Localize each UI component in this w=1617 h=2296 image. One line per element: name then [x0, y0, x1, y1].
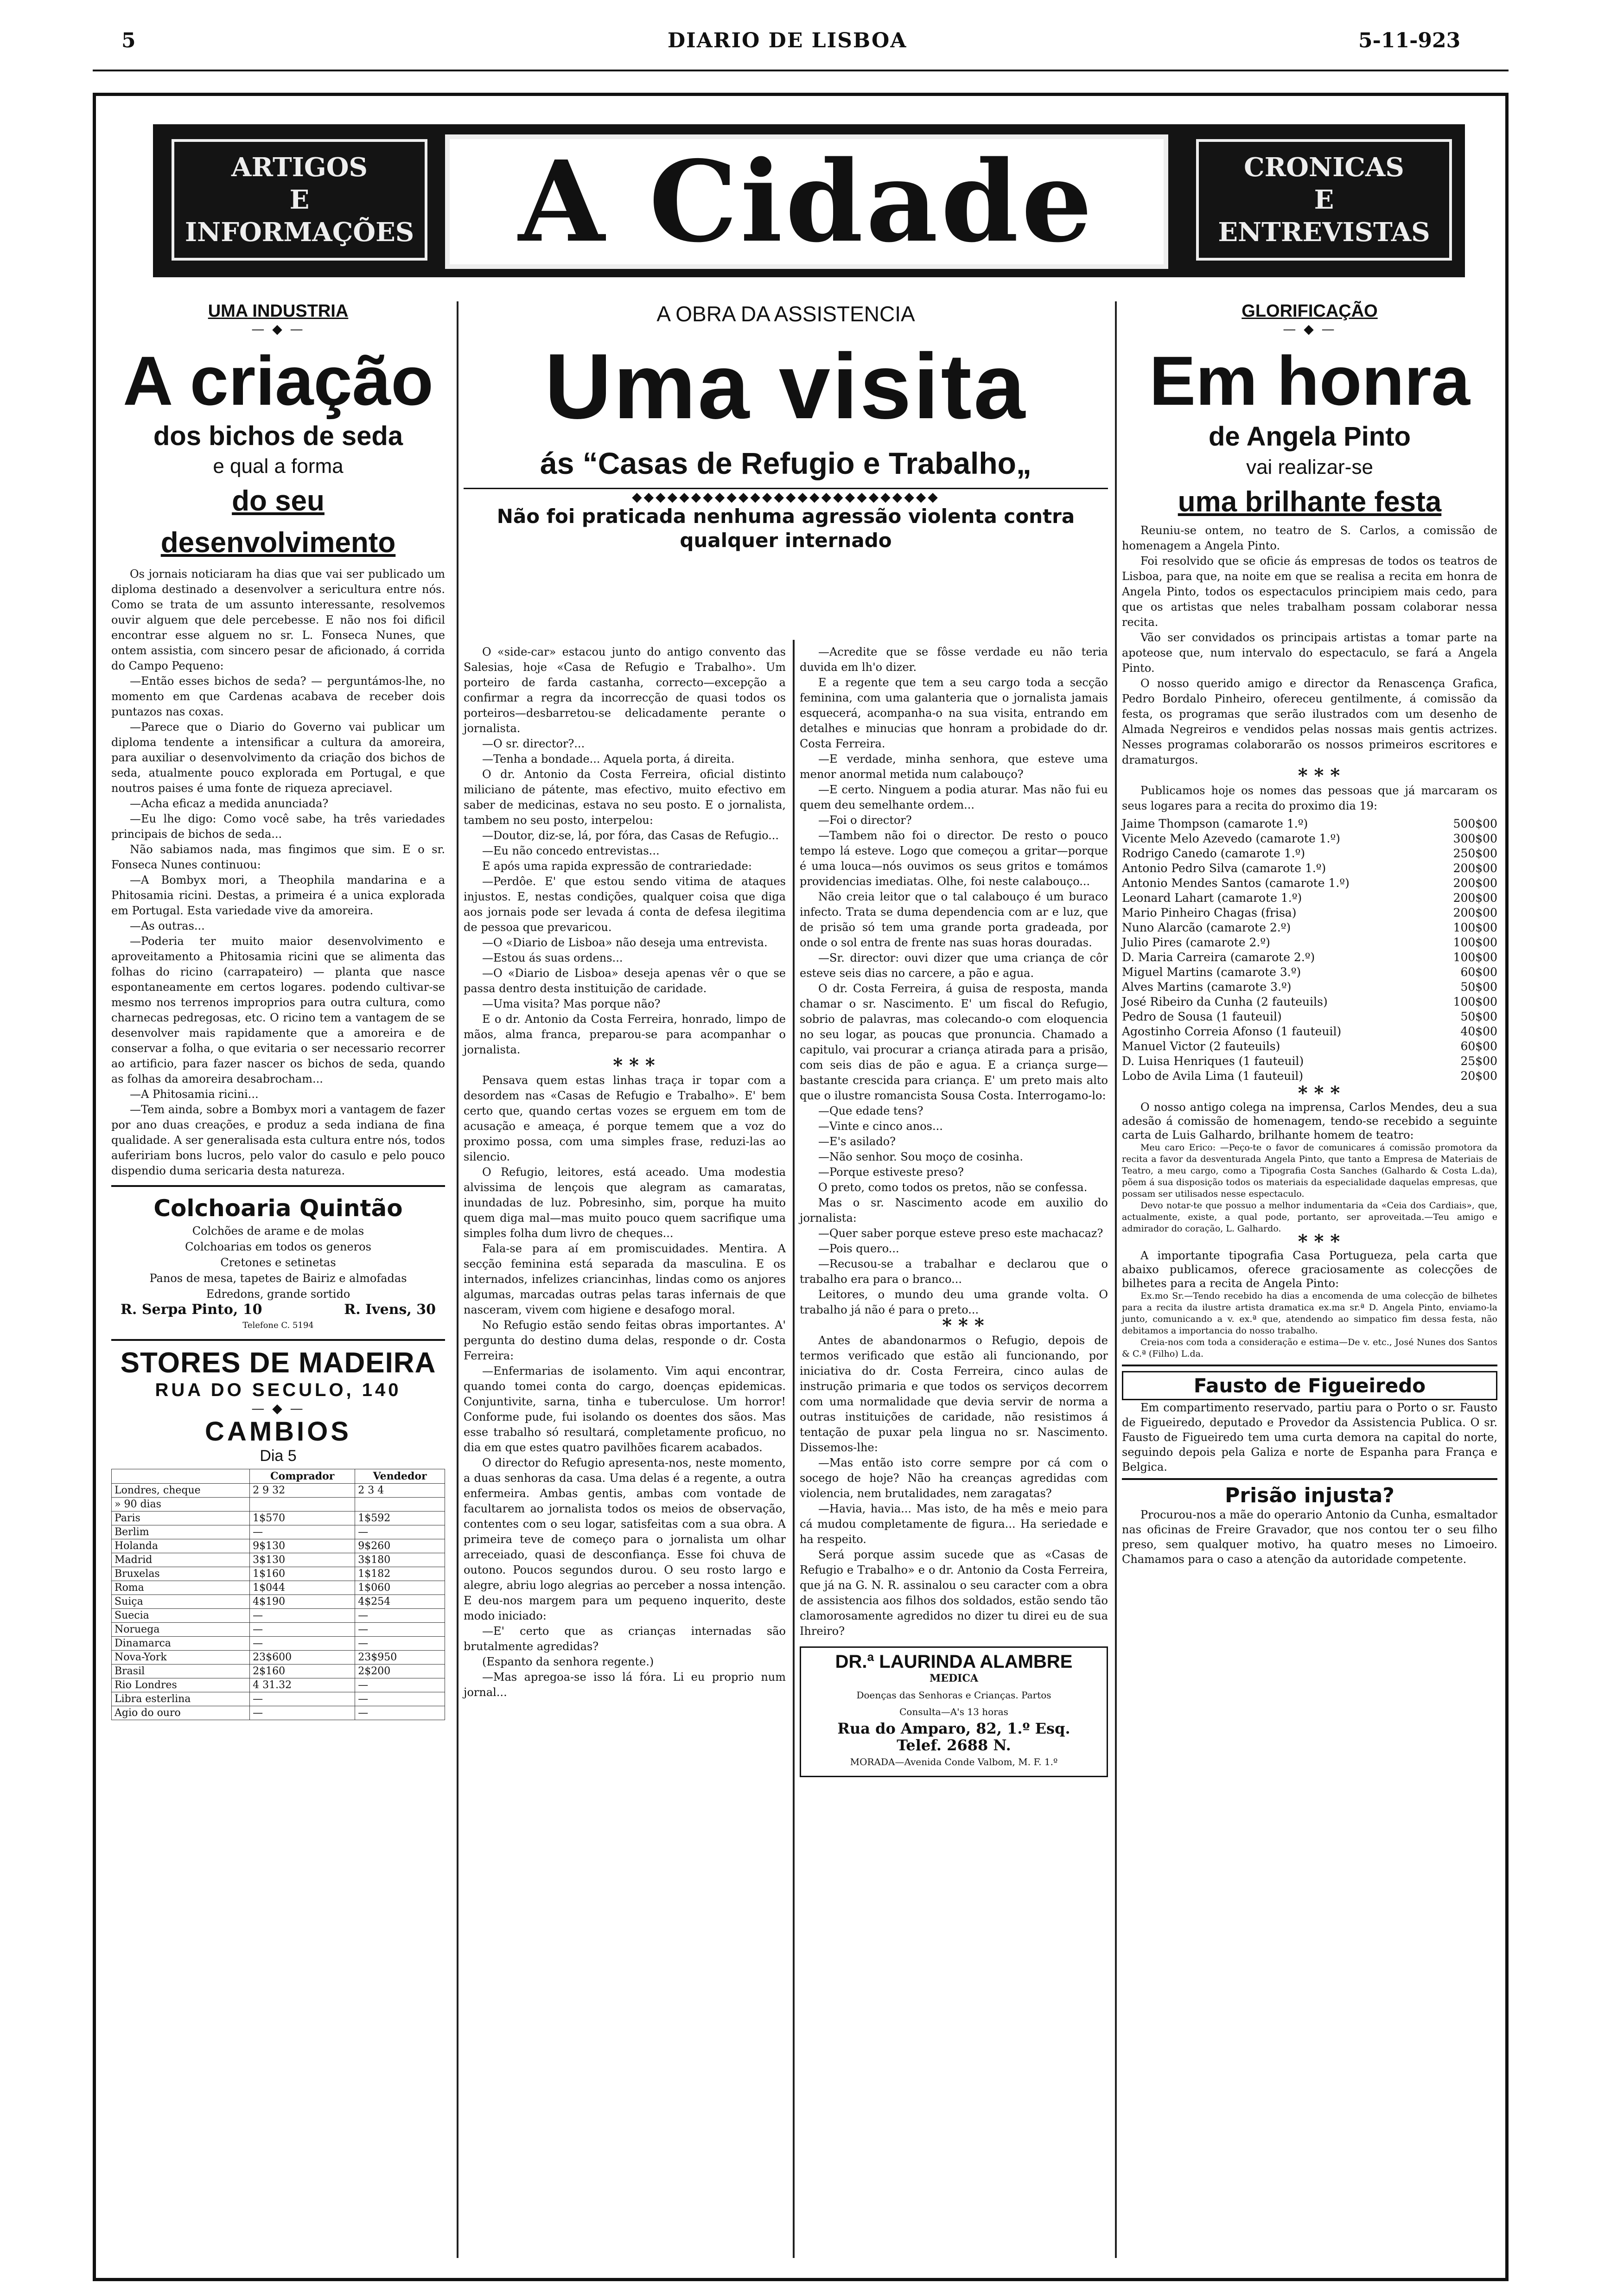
banner-right-box — [1196, 139, 1452, 261]
subscriber-amount: 60$00 — [1460, 1040, 1497, 1053]
paragraph: —E' certo que as crianças internadas são brutalmente agredidas? — [464, 1625, 786, 1653]
banner-left-box — [172, 139, 427, 261]
table-cell: 2$200 — [355, 1665, 445, 1678]
article-headline: Uma visita — [544, 335, 1027, 438]
subscriber-name: Manuel Victor (2 fauteuils) — [1122, 1040, 1280, 1053]
separator-stars: * * * — [1298, 1082, 1340, 1104]
subscriber-amount: 50$00 — [1460, 1010, 1497, 1023]
paragraph: —E verdade, minha senhora, que esteve uma menor anormal metida num calabouço? — [800, 753, 1108, 781]
subscriber-name: Jaime Thompson (camarote 1.º) — [1122, 817, 1308, 830]
table-cell: — — [250, 1623, 355, 1637]
paragraph: —Enfermarias de isolamento. Vim aqui encontrar, quando tomei conta do cargo, doenças epidemicas. Conjuntivite, sarna, tinha e tuberculose. Um horror! Conforme pude, fui isolando os doentes dos sãos. Mas esse trabalho só resultará, completamente proficuo, no dia em que estes quatro pavilhões ficarem acabados. — [464, 1365, 786, 1454]
table-cell: Suiça — [112, 1595, 250, 1609]
paragraph: O nosso querido amigo e director da Renascença Grafica, Pedro Bordalo Pinheiro, ofereceu gentilmente, á comissão da festa, os programas que serão ilustrados com um desenho de Almada Negreiros e vendidos pelas nossas mais gentis actrizes. Nesses programas colaborarão os nossos primeiros escritores e dramaturgos. — [1122, 677, 1497, 766]
column-rule — [457, 301, 458, 2258]
list-item — [1122, 861, 1497, 876]
subscriber-amount: 250$00 — [1453, 847, 1497, 860]
article-subhead: dos bichos de seda — [153, 421, 403, 451]
article-kicker: A OBRA DA ASSISTENCIA — [656, 302, 915, 326]
list-item — [1122, 980, 1497, 995]
right-column — [1122, 301, 1497, 1567]
paragraph: —Mas então isto corre sempre por cá com o socego de hoje? Não ha creanças agredidas com violencia, nem brutalidades, nem zaragatas? — [800, 1456, 1108, 1500]
list-item — [1122, 831, 1497, 846]
paragraph: E o dr. Antonio da Costa Ferreira, honrado, limpo de mãos, alma franca, preparou-se para acompanhar o jornalista. — [464, 1013, 786, 1056]
paragraph: —Não senhor. Sou moço de cosinha. — [818, 1150, 1023, 1163]
section-title: A Cidade — [445, 134, 1168, 269]
table-cell: Dinamarca — [112, 1637, 250, 1651]
subscriber-amount: 20$00 — [1460, 1069, 1497, 1083]
paragraph: —Tambem não foi o director. De resto o pouco tempo lá esteve. Logo que começou a gritar—porque é uma louca—nós ouvimos os seus gritos e tomámos providencias imediatas. Olhe, foi neste calabouço... — [800, 829, 1108, 888]
table-cell: Suecia — [112, 1609, 250, 1623]
table-cell: » 90 dias — [112, 1498, 250, 1512]
subscriber-amount: 100$00 — [1453, 950, 1497, 964]
paragraph: —Tenha a bondade... Aquela porta, á direita. — [482, 753, 735, 765]
subscriber-name: D. Luisa Henriques (1 fauteuil) — [1122, 1054, 1304, 1068]
list-item — [1122, 891, 1497, 906]
article-body — [1122, 1082, 1497, 1360]
paragraph: O nosso antigo colega na imprensa, Carlos Mendes, deu a sua adesão á comissão de homenagem, tendo-se recebido a seguinte carta de Luis Galhardo, brilhante homem de teatro: — [1122, 1101, 1497, 1142]
paragraph: —Tem ainda, sobre a Bombyx mori a vantagem de fazer por ano duas creações, e produz a seda indiana de fina qualidade. A ser generalisada esta cultura entre nós, todos aufeririam bons lucros, pelo valor do casulo e pelo pouco dispendio duma sericaria desta natureza. — [111, 1103, 445, 1177]
paragraph: —E certo. Ninguem a podia aturar. Mas não fui eu quem deu semelhante ordem... — [800, 783, 1108, 811]
paragraph: —Vinte e cinco anos... — [818, 1120, 943, 1133]
separator-stars: * * * — [1298, 1231, 1340, 1252]
subscriber-name: D. Maria Carreira (camarote 2.º) — [1122, 950, 1315, 964]
paragraph: A importante tipografia Casa Portugueza, pela carta que abaixo publicamos, oferece graciosamente as colecções de bilhetes para a recita de Angela Pinto: — [1122, 1249, 1497, 1290]
paragraph: —Sr. director: ouvi dizer que uma criança de côr esteve seis dias no carcere, a pão e agua. — [800, 951, 1108, 980]
table-cell: Libra esterlina — [112, 1692, 250, 1706]
letter-text: Devo notar-te que possuo a melhor indumentaria da «Ceia dos Cardiais», que, actualmente, existe, a qual pode, portanto, ser aproveitada.—Teu amigo e admirador do coração, L. Galhardo. — [1122, 1200, 1497, 1234]
paragraph: Publicamos hoje os nomes das pessoas que já marcaram os seus logares para a recita do proximo dia 19: — [1122, 784, 1497, 812]
table-cell: 4 31.32 — [250, 1678, 355, 1692]
table-header — [112, 1469, 250, 1484]
advert-line: Panos de mesa, tapetes de Bairiz e almofadas — [149, 1272, 407, 1285]
advert-address: R. Ivens, 30 — [344, 1301, 436, 1318]
paragraph: —As outras... — [130, 919, 205, 932]
paragraph: O «side-car» estacou junto do antigo convento das Salesias, hoje «Casa de Refugio e Trabalho». Um porteiro de farda castanha, correcto—excepção a confirmar a regra da incorrecção de quasi todos os porteiros—desbarretou-se delicadamente perante o jornalista. — [464, 645, 786, 735]
article-headline: Em honra — [1149, 342, 1470, 420]
table-cell: — — [355, 1692, 445, 1706]
table-cell: — — [355, 1706, 445, 1720]
table-cell: 1$044 — [250, 1581, 355, 1595]
paragraph: Será porque assim sucede que as «Casas de Refugio e Trabalho» e o dr. Antonio da Costa Ferreira, que já na G. N. R. assinalou o seu caracter com a obra de assistencia aos filhos dos soldados, estão sendo tão clamorosamente agredidos no dizer tu direi eu de sua Ihreiro? — [800, 1548, 1108, 1638]
paragraph: Fala-se para aí em promiscuidades. Mentira. A secção feminina está separada da masculina. E os internados, infelizes criancinhas, lindas como os anjores algumas, marcadas outras pelas taras infernais de que nasceram, vivem com higiene e desafogo moral. — [464, 1242, 786, 1316]
article-subhead: uma brilhante festa — [1178, 486, 1442, 518]
list-item — [1122, 950, 1497, 965]
article-kicker: UMA INDUSTRIA — [208, 301, 349, 321]
paragraph: E após uma rapida expressão de contrariedade: — [482, 860, 752, 873]
divider — [1122, 1365, 1497, 1366]
story-title: Prisão injusta? — [1225, 1484, 1394, 1507]
table-cell: — — [355, 1525, 445, 1539]
separator-stars: * * * — [942, 1314, 984, 1336]
table-row — [112, 1678, 445, 1692]
table-cell: 4$190 — [250, 1595, 355, 1609]
paragraph: —Eu não concedo entrevistas... — [482, 844, 660, 857]
list-item — [1122, 816, 1497, 831]
subscriber-name: Antonio Mendes Santos (camarote 1.º) — [1122, 876, 1350, 890]
paragraph: (Espanto da senhora regente.) — [482, 1655, 654, 1668]
advert-phone: Telef. 2688 N. — [897, 1736, 1011, 1754]
paragraph: —Estou ás suas ordens... — [482, 951, 623, 964]
article-subhead: de Angela Pinto — [1208, 421, 1411, 452]
story-body: Procurou-nos a mãe do operario Antonio da Cunha, esmaltador nas oficinas de Freire Gravador, que nos contou ter o seu filho preso, sem qualquer motivo, ha quatro meses no Limoeiro. Chamamos para o caso a atenção da autoridade competente. — [1122, 1508, 1497, 1566]
table-row — [112, 1595, 445, 1609]
paragraph: O director do Refugio apresenta-nos, neste momento, a duas senhoras da casa. Uma delas é a regente, a outra enfermeira. Ambas gentis, ambas com vontade de facultarem ao jornalista todos os meios de observação, contentes com o seu logar, satisfeitas com a sua obra. A primeira teve de começo para o jornalista um olhar arreceiado, quasi de desconfiança. Esse foi chuva de outono. Poucos segundos durou. O seu rosto largo e alegre, abriu logo alegrias ao perceber a nossa intenção. E deu-nos margem para um pequeno inquerito, deste modo iniciado: — [464, 1456, 786, 1622]
table-row — [112, 1665, 445, 1678]
paragraph: O dr. Costa Ferreira, á guisa de resposta, manda chamar o sr. Nascimento. E' um fiscal do Refugio, sobrio de palavras, mas colecando-o com eloquencia no seu logar, as poucas que pronuncia. Chamado a capitulo, vai procurar a criança atirada para a prisão, com seis dias de pão e agua. E a criança surge—bastante crescida para criança. E' um preto mais alto que o ilustre romancista Sousa Costa. Interrogamo-lo: — [800, 982, 1108, 1102]
article-subhead: e qual a forma — [213, 455, 344, 478]
subscriber-amount: 50$00 — [1460, 980, 1497, 994]
table-cell: Nova-York — [112, 1651, 250, 1665]
advert-line: Consulta—A's 13 horas — [899, 1706, 1008, 1717]
subscriber-amount: 200$00 — [1453, 861, 1497, 875]
table-cell: Madrid — [112, 1553, 250, 1567]
table-row — [112, 1525, 445, 1539]
subscriber-amount: 200$00 — [1453, 891, 1497, 905]
banner-right-line: CRONICAS — [1244, 152, 1404, 183]
paragraph: Antes de abandonarmos o Refugio, depois de termos verificado que estão ali funcionando, por iniciativa do dr. Costa Ferreira, cinco aulas de instrução primaria e que todos os serviços decorrem com uma normalidade que devia servir de norma a outras instituições de caridade, não resistimos á tentação de puxar pela lingua no sr. Nascimento. Dissemos-lhe: — [800, 1334, 1108, 1454]
table-row — [112, 1651, 445, 1665]
table-cell: Agio do ouro — [112, 1706, 250, 1720]
column-rule — [1115, 301, 1117, 2258]
advert-title: Colchoaria Quintão — [153, 1195, 403, 1222]
banner-left-line: ARTIGOS — [231, 152, 368, 183]
separator-stars: * * * — [1298, 765, 1340, 786]
article-deck: Não foi praticada nenhuma agressão violenta contra qualquer internado — [497, 505, 1075, 552]
letter-text: Ex.mo Sr.—Tendo recebido ha dias a encomenda de uma colecção de bilhetes para a recita da ilustre artista dramatica ex.ma sr.ª D. Angela Pinto, enviamo-la junto, comunicando a v. ex.ª que, atendendo ao simpatico fim dessa festa, não debitamos a importancia do nosso trabalho. — [1122, 1291, 1497, 1336]
advert-address: Rua do Amparo, 82, 1.º Esq. — [837, 1720, 1070, 1737]
story-body: Em compartimento reservado, partiu para o Porto o sr. Fausto de Figueiredo, deputado e Provedor da Assistencia Publica. O sr. Fausto de Figueiredo tem uma curta demora na capital do norte, seguindo depois pela Galiza e norte de Espanha para França e Belgica. — [1122, 1401, 1497, 1473]
table-cell: Holanda — [112, 1539, 250, 1553]
paragraph: —Parece que o Diario do Governo vai publicar um diploma tendente a intensificar a cultura da amoreira, para auxiliar o desenvolvimento da criação dos bichos de seda, atualmente pouco explorada em Portugal, e que noutros paises é uma fonte de riqueza apreciavel. — [111, 721, 445, 795]
table-cell: 1$592 — [355, 1512, 445, 1525]
list-item — [1122, 1009, 1497, 1024]
advert-address: R. Serpa Pinto, 10 — [121, 1301, 262, 1318]
paragraph: —Havia, havia... Mas isto, de ha mês e meio para cá mudou completamente de figura... Ha seriedade e ha respeito. — [800, 1502, 1108, 1546]
list-item — [1122, 920, 1497, 935]
paragraph: —Quer saber porque esteve preso este machacaz? — [818, 1227, 1103, 1240]
table-cell: 3$130 — [250, 1553, 355, 1567]
list-item — [1122, 876, 1497, 891]
subscriber-amount: 25$00 — [1460, 1054, 1497, 1068]
ornament: — ◆ — — [251, 321, 305, 337]
subscriber-amount: 100$00 — [1453, 921, 1497, 934]
exchange-day: Dia 5 — [260, 1447, 297, 1465]
issue-date: 5-11-923 — [1358, 29, 1461, 52]
table-cell: Bruxelas — [112, 1567, 250, 1581]
paragraph: O preto, como todos os pretos, não se confessa. — [818, 1181, 1088, 1194]
masthead: DIARIO DE LISBOA — [668, 29, 907, 52]
list-item — [1122, 935, 1497, 950]
paragraph: —Mas apregoa-se isso lá fóra. Li eu proprio num jornal... — [464, 1671, 786, 1699]
banner-right-line: E — [1314, 185, 1334, 215]
subscriber-name: Agostinho Correia Afonso (1 fauteuil) — [1122, 1025, 1342, 1038]
table-cell: 1$160 — [250, 1567, 355, 1581]
article-kicker: GLORIFICAÇÃO — [1241, 301, 1378, 321]
paragraph: Reuniu-se ontem, no teatro de S. Carlos, a comissão de homenagem a Angela Pinto. — [1122, 524, 1497, 552]
list-item — [1122, 1054, 1497, 1069]
table-row — [112, 1706, 445, 1720]
subscriber-name: Lobo de Avila Lima (1 fauteuil) — [1122, 1069, 1304, 1083]
paragraph: Vão ser convidados os principais artistas a tomar parte na apoteose que, num intervalo do espectaculo, se fará a Angela Pinto. — [1122, 631, 1497, 675]
paragraph: —Foi o director? — [818, 814, 912, 827]
table-header: Vendedor — [355, 1469, 445, 1484]
table-cell: — — [250, 1706, 355, 1720]
subscriber-amount: 300$00 — [1453, 832, 1497, 845]
advert-line: Doenças das Senhoras e Crianças. Partos — [856, 1690, 1051, 1701]
table-cell: — — [250, 1637, 355, 1651]
article-body — [111, 567, 445, 1179]
list-item — [1122, 1024, 1497, 1039]
advert-line: Cretones e setinetas — [220, 1256, 336, 1269]
subscriber-amount: 100$00 — [1453, 995, 1497, 1008]
paragraph: Foi resolvido que se oficie ás empresas de todos os teatros de Lisboa, para que, na noite em que se realisa a recita em honra de Angela Pinto, todos os espectaculos principiem mais cedo, para que os artistas que neles trabalham possam colaborar nessa recita. — [1122, 555, 1497, 629]
subscriber-amount: 200$00 — [1453, 906, 1497, 919]
advert-line: Edredons, grande sortido — [206, 1288, 350, 1301]
table-row — [112, 1512, 445, 1525]
paragraph: —Acredite que se fôsse verdade eu não teria duvida em lh'o dizer. — [800, 645, 1108, 674]
subscriber-name: Miguel Martins (camarote 3.º) — [1122, 965, 1301, 979]
paragraph: Mas o sr. Nascimento acode em auxilio do jornalista: — [800, 1196, 1108, 1225]
header-rule — [93, 70, 1509, 71]
list-item — [1122, 846, 1497, 861]
exchange-heading: CAMBIOS — [205, 1416, 351, 1447]
subscriber-name: Rodrigo Canedo (camarote 1.º) — [1122, 847, 1305, 860]
paragraph: —Poderia ter muito maior desenvolvimento e aproveitamento a Phitosamia ricini que se alimenta das folhas do ricino (carrapateiro) — planta que nasce espontaneamente em certos logares. podendo cultivar-se mesmo nos terrenos improprios para outra cultura, como charnecas pedregosas, etc. O ricino tem a vantagem de se desenvolver mais rapidamente que a amoreira e de conservar a folha, o que evitaria o ser necessario recorrer ao artificio, para fazer nascer os bichos de seda, quando as folhas da amoreira desabrocham... — [111, 935, 445, 1085]
table-cell: 2$160 — [250, 1665, 355, 1678]
paragraph: —Eu lhe digo: Como você sabe, ha três variedades principais de bichos de seda... — [111, 812, 445, 841]
table-cell: — — [355, 1678, 445, 1692]
table-cell: 23$950 — [355, 1651, 445, 1665]
center-column — [464, 301, 1108, 553]
table-row — [112, 1637, 445, 1651]
table-header: Comprador — [250, 1469, 355, 1484]
table-cell: — — [355, 1609, 445, 1623]
table-cell: Rio Londres — [112, 1678, 250, 1692]
advert-title: STORES DE MADEIRA — [120, 1347, 436, 1379]
subscriber-amount: 100$00 — [1453, 936, 1497, 949]
advert-doctor — [800, 1646, 1108, 1777]
table-cell: Berlim — [112, 1525, 250, 1539]
paragraph: —O sr. director?... — [482, 737, 585, 750]
paragraph: Leitores, o mundo deu uma grande volta. O trabalho já não é para o preto... — [800, 1288, 1108, 1316]
table-cell: Roma — [112, 1581, 250, 1595]
banner-right-line: ENTREVISTAS — [1218, 217, 1430, 248]
table-cell: 2 9 32 — [250, 1484, 355, 1498]
table-cell: 1$182 — [355, 1567, 445, 1581]
letter-text: Creia-nos com toda a consideração e estima—De v. etc., José Nunes dos Santos & C.ª (Filho) L.da. — [1122, 1337, 1497, 1359]
table-cell: Brasil — [112, 1665, 250, 1678]
article-headline: A criação — [123, 342, 433, 420]
paragraph: —Então esses bichos de seda? — perguntámos-lhe, no momento em que Cardenas acabava de receber dois puntazos nas coxas. — [111, 675, 445, 718]
subscriber-name: Nuno Alarcão (camarote 2.º) — [1122, 921, 1291, 934]
paragraph: —Doutor, diz-se, lá, por fóra, das Casas de Refugio... — [482, 829, 779, 842]
paragraph: —O «Diario de Lisboa» não deseja uma entrevista. — [482, 936, 768, 949]
list-item — [1122, 1069, 1497, 1084]
paragraph: —Acha eficaz a medida anunciada? — [130, 797, 329, 810]
letter-text: Meu caro Erico: —Peço-te o favor de comunicares á comissão promotora da recita a favor da desventurada Angela Pinto, que tanto a Empresa de Materiais de Teatro, a meu cargo, como a Tipografia Costa Sanches (Galhardo & Costa L.da), põem á sua disposição todos os materiais da especialidade daquelas empresas, que possam ser utilisados nesse espectaculo. — [1122, 1142, 1497, 1199]
list-item — [1122, 965, 1497, 980]
article-body — [1122, 523, 1497, 814]
divider — [1122, 1478, 1497, 1480]
advert-title: MEDICA — [929, 1672, 979, 1684]
paragraph: —A Phitosamia ricini... — [130, 1088, 259, 1101]
paragraph: O Refugio, leitores, está aceado. Uma modestia alvissima de lençois que alegram as camaratas, inundadas de luz. Pobresinho, sim, porque ha muito quem diga mal—mas muito pouco quem sacrifique uma simples folha dum livro de cheques... — [464, 1166, 786, 1240]
subscriber-name: Antonio Pedro Silva (camarote 1.º) — [1122, 861, 1326, 875]
table-row — [112, 1692, 445, 1706]
list-item — [1122, 1039, 1497, 1054]
subscriber-list — [1122, 816, 1497, 1084]
advert-line: Colchões de arame e de molas — [192, 1225, 364, 1237]
advert-home: MORADA—Avenida Conde Valbom, M. F. 1.º — [850, 1756, 1058, 1767]
column-rule — [793, 640, 795, 2258]
table-cell: — — [250, 1609, 355, 1623]
table-cell: — — [355, 1637, 445, 1651]
article-subhead: vai realizar-se — [1246, 456, 1373, 478]
paragraph: —O «Diario de Lisboa» deseja apenas vêr o que se passa dentro desta instituição de caridade. — [464, 967, 786, 995]
table-cell: — — [355, 1623, 445, 1637]
table-cell: 2 3 4 — [355, 1484, 445, 1498]
paragraph: —Recusou-se a trabalhar e declarou que o trabalho era para o branco... — [800, 1257, 1108, 1286]
exchange-table — [111, 1469, 445, 1720]
paragraph: O dr. Antonio da Costa Ferreira, oficial distinto miliciano de pátente, mas efectivo, muito efectivo em saber de medicinas, estava no seu posto. E o jornalista, tambem no seu posto, interpelou: — [464, 768, 786, 827]
paragraph: No Refugio estão sendo feitas obras importantes. A' pergunta do destino duma delas, responde o dr. Costa Ferreira: — [464, 1319, 786, 1362]
list-item — [1122, 906, 1497, 920]
paragraph: Pensava quem estas linhas traça ir topar com a desordem nas «Casas de Refugio e Trabalho». E' bem certo que, quando certas vozes se erguem em tom de acusação e ameaça, é porque temem que a voz do proximo possa, com uma simples frase, reduzi-las ao silencio. — [464, 1074, 786, 1163]
advert-name: DR.ª LAURINDA ALAMBRE — [835, 1652, 1073, 1672]
table-cell: Londres, cheque — [112, 1484, 250, 1498]
subscriber-amount: 40$00 — [1460, 1025, 1497, 1038]
paragraph: E a regente que tem a seu cargo toda a secção feminina, com uma galanteria que o jornalista jamais esquecerá, acompanha-o na sua visita, entrando em detalhes e minucias que honram a probidade do dr. Costa Ferreira. — [800, 676, 1108, 750]
table-row — [112, 1581, 445, 1595]
story-title: Fausto de Figueiredo — [1122, 1371, 1497, 1400]
table-cell: 1$570 — [250, 1512, 355, 1525]
separator-stars: * * * — [613, 1054, 655, 1076]
subscriber-name: Alves Martins (camarote 3.º) — [1122, 980, 1292, 994]
article-body-col1 — [464, 644, 786, 1700]
table-row — [112, 1498, 445, 1512]
table-cell: 9$130 — [250, 1539, 355, 1553]
paragraph: —A Bombyx mori, a Theophila mandarina e a Phitosamia ricini. Destas, a primeira é a unica explorada em Portugal. Esta variedade vive da amoreira. — [111, 874, 445, 917]
paragraph: —Pois quero... — [818, 1242, 899, 1255]
divider — [111, 1339, 445, 1341]
paragraph: —Porque estiveste preso? — [818, 1166, 964, 1179]
table-cell — [250, 1498, 355, 1512]
table-cell: — — [250, 1692, 355, 1706]
table-cell: 9$260 — [355, 1539, 445, 1553]
table-cell: — — [250, 1525, 355, 1539]
article-subhead: do seu desenvolvimento — [160, 485, 396, 559]
paragraph: —Perdôe. E' que estou sendo vitima de ataques injustos. E, nestas condições, qualquer coisa que diga aos jornais pode ser levada á conta de defesa ilegitima de pessoa que prevaricou. — [464, 875, 786, 934]
table-row — [112, 1484, 445, 1498]
left-column — [111, 301, 445, 1720]
paragraph: Não sabiamos nada, mas fingimos que sim. E o sr. Fonseca Nunes continuou: — [111, 843, 445, 871]
subscriber-amount: 200$00 — [1453, 876, 1497, 890]
subscriber-name: Leonard Lahart (camarote 1.º) — [1122, 891, 1302, 905]
subscriber-amount: 60$00 — [1460, 965, 1497, 979]
table-cell: 4$254 — [355, 1595, 445, 1609]
article-subhead: ás “Casas de Refugio e Trabalho„ — [540, 446, 1031, 480]
subscriber-amount: 500$00 — [1453, 817, 1497, 830]
advert-phone: Telefone C. 5194 — [242, 1320, 314, 1330]
subscriber-name: Julio Pires (camarote 2.º) — [1122, 936, 1270, 949]
paragraph: Não creia leitor que o tal calabouço é um buraco infecto. Trata se duma dependencia com ar e luz, que de prisão só tem uma grande porta gradeada, por onde o sol entra de frente nas suas horas douradas. — [800, 890, 1108, 949]
list-item — [1122, 995, 1497, 1009]
table-row — [112, 1567, 445, 1581]
table-row — [112, 1553, 445, 1567]
subscriber-name: Pedro de Sousa (1 fauteuil) — [1122, 1010, 1282, 1023]
table-row — [112, 1539, 445, 1553]
banner-left-line: E — [289, 185, 310, 215]
subscriber-name: José Ribeiro da Cunha (2 fauteuils) — [1122, 995, 1328, 1008]
ornament: — ◆ — — [1283, 321, 1337, 337]
table-row — [112, 1623, 445, 1637]
paragraph: —Uma visita? Mas porque não? — [482, 997, 661, 1010]
paragraph: Os jornais noticiaram ha dias que vai ser publicado um diploma destinado a desenvolver a sericultura entre nós. Como se trata de um assunto interessante, resolvemos ouvir alguem que dele percebesse. E não nos foi dificil encontrar esse alguem no sr. L. Fonseca Nunes, que ontem assistia, com sincero pesar de aficionado, á corrida do Campo Pequeno: — [111, 568, 445, 672]
advert-stores — [111, 1346, 445, 1465]
advert-line: Colchoarias em todos os generos — [185, 1240, 371, 1253]
subscriber-name: Vicente Melo Azevedo (camarote 1.º) — [1122, 832, 1341, 845]
article-body-col2 — [800, 644, 1108, 1777]
table-row — [112, 1609, 445, 1623]
ornament: ◆◆◆◆◆◆◆◆◆◆◆◆◆◆◆◆◆◆◆◆◆◆◆◆◆◆ — [464, 488, 1108, 504]
advert-colchoaria — [111, 1193, 445, 1333]
ornament: — ◆ — — [251, 1401, 305, 1416]
table-cell: Paris — [112, 1512, 250, 1525]
paragraph: —Que edade tens? — [818, 1104, 923, 1117]
subscriber-name: Mario Pinheiro Chagas (frisa) — [1122, 906, 1297, 919]
divider — [111, 1185, 445, 1187]
table-cell: Noruega — [112, 1623, 250, 1637]
paragraph: —E's asilado? — [818, 1135, 896, 1148]
table-cell: 1$060 — [355, 1581, 445, 1595]
page-number: 5 — [121, 29, 136, 52]
table-cell: 23$600 — [250, 1651, 355, 1665]
table-cell — [355, 1498, 445, 1512]
banner-left-line: INFORMAÇÕES — [185, 217, 414, 248]
table-cell: 3$180 — [355, 1553, 445, 1567]
advert-address: RUA DO SECULO, 140 — [155, 1380, 401, 1400]
